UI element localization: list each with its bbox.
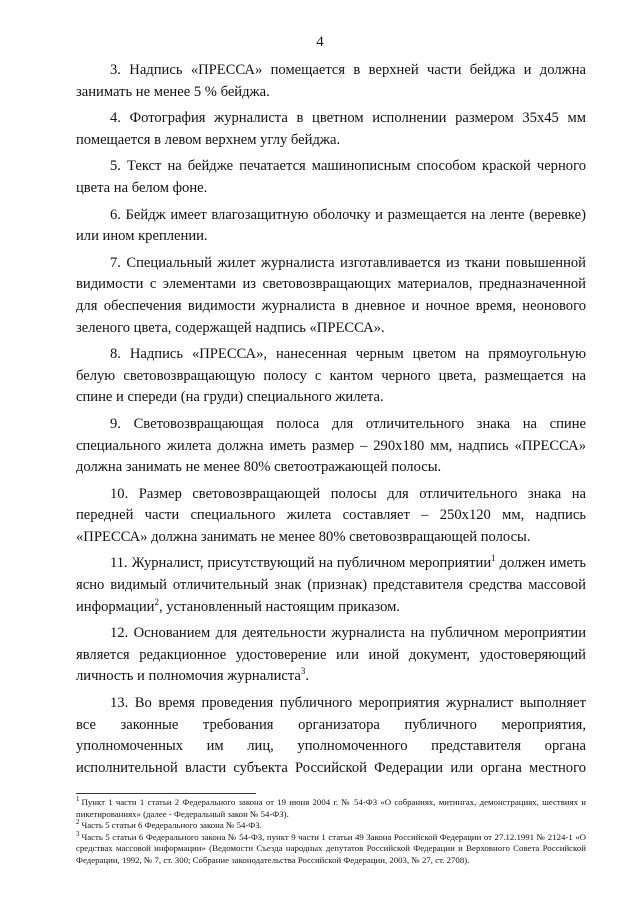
footnote-mark-1: 1 xyxy=(76,795,80,804)
footnote-3-text: Часть 5 статьи 6 Федерального закона № 54-ФЗ, пункт 9 части 1 статьи 49 Закона Российской Федерации от 27.12.1991 № 2124-1 «О средствах массовой информации» (Ведомости Съезда народных депутатов Российской Федерации и Верховного Совета Российской Федерации, 1992, № 7, ст. 300; Собрание законодательства Российской Федерации, 2003, № 27, ст. 2708). xyxy=(76,831,586,865)
paragraph-3: 3. Надпись «ПРЕССА» помещается в верхней части бейджа и должна занимать не менее 5 % бейджа. xyxy=(76,62,586,100)
footnote-3 xyxy=(76,829,586,867)
paragraph-11-text-a: 11. Журналист, присутствующий на публичном мероприятии xyxy=(110,555,492,572)
paragraph-12-text-a: 12. Основанием для деятельности журналиста на публичном мероприятии является редакционное удостоверение или иной документ, удостоверяющий личность и полномочия журналиста xyxy=(76,625,586,685)
paragraph-8: 8. Надпись «ПРЕССА», нанесенная черным цветом на прямоугольную белую световозвращающую полосу с кантом черного цвета, размещается на спине и спереди (на груди) специального жилета. xyxy=(76,346,586,406)
footnote-divider xyxy=(76,793,256,794)
footnote-mark-3: 3 xyxy=(76,829,80,838)
paragraph-7: 7. Специальный жилет журналиста изготавливается из ткани повышенной видимости с элементами из световозвращающих материалов, предназначенной для обеспечения видимости журналиста в дневное и ночное время, неонового зеленого цвета, содержащей надпись «ПРЕССА». xyxy=(76,254,586,336)
paragraph-4: 4. Фотография журналиста в цветном исполнении размером 35x45 мм помещается в левом верхнем углу бейджа. xyxy=(76,110,586,148)
footnote-1 xyxy=(76,797,586,820)
paragraph-9: 9. Световозвращающая полоса для отличительного знака на спине специального жилета должна иметь размер – 290x180 мм, надпись «ПРЕССА» должна занимать не менее 80% светоотражающей полосы. xyxy=(76,415,586,476)
page-number: 4 xyxy=(316,34,324,50)
footnote-2-text: Часть 5 статьи 6 Федерального закона № 54-ФЗ. xyxy=(81,820,262,831)
paragraph-13: 13. Во время проведения публичного мероприятия журналист выполняет все законные требования организатора публичного мероприятия, уполномоченных им лиц, уполномоченного представителя органа исполнительной власти субъекта Российской Федерации или органа местного xyxy=(76,695,586,776)
paragraph-11-text-c: , установленный настоящим приказом. xyxy=(159,598,401,615)
footnote-ref-1[interactable]: 1 xyxy=(491,553,496,564)
paragraph-12-text-b: . xyxy=(305,668,310,685)
document-body xyxy=(76,60,586,784)
footnote-ref-2[interactable]: 2 xyxy=(154,596,159,607)
paragraph-5: 5. Текст на бейдже печатается машинописным способом краской черного цвета на белом фоне. xyxy=(76,158,586,196)
paragraph-12 xyxy=(76,623,586,688)
footnotes xyxy=(76,797,586,867)
footnote-2 xyxy=(76,820,586,832)
footnote-mark-2: 2 xyxy=(76,818,80,827)
paragraph-11-text-b: должен иметь ясно видимый отличительный знак (признак) представителя средства массовой информации xyxy=(76,555,586,615)
paragraph-6: 6. Бейдж имеет влагозащитную оболочку и размещается на ленте (веревке) или ином креплении. xyxy=(76,206,586,245)
paragraph-10: 10. Размер световозвращающей полосы для отличительного знака на передней части специального жилета составляет – 250x120 мм, надпись «ПРЕССА» должна занимать не менее 80% световозвращающей полосы. xyxy=(76,485,586,545)
footnote-1-text: Пункт 1 части 1 статьи 2 Федерального закона от 19 июня 2004 г. № 54-ФЗ «О собраниях, митингах, демонстрациях, шествиях и пикетированиях» (далее - Федеральный закон № 54-ФЗ). xyxy=(76,797,586,819)
footnote-ref-3[interactable]: 3 xyxy=(300,666,306,677)
paragraph-11 xyxy=(76,553,586,618)
